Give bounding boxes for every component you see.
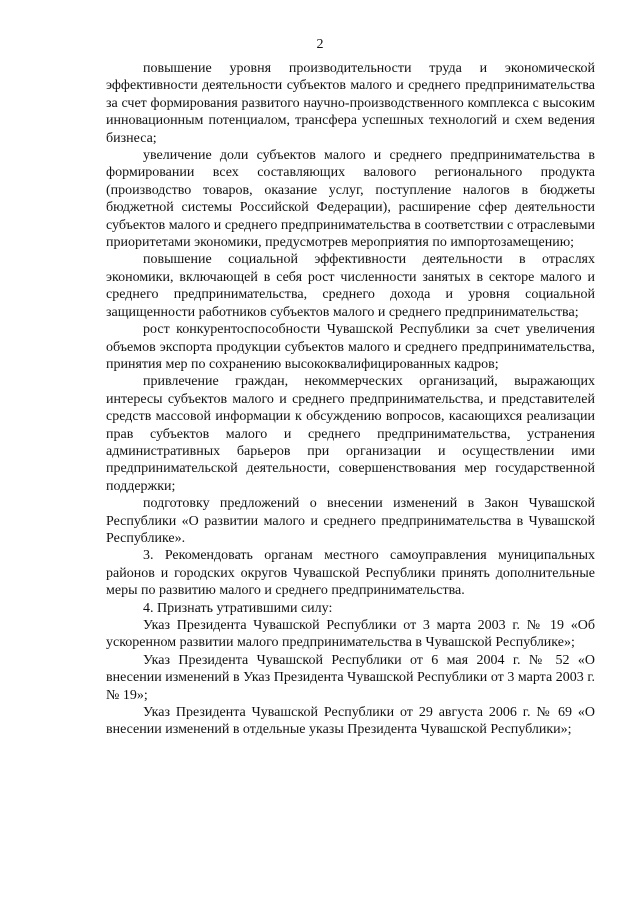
paragraph-law-amendments: подготовку предложений о внесении изменений в Закон Чувашской Республики «О развитии малого и среднего предпринимательства в Чувашской Республике». — [106, 496, 595, 546]
paragraph-item-4: 4. Признать утратившими силу: — [143, 600, 333, 616]
paragraph-item-3: 3. Рекомендовать органам местного самоуправления муниципальных районов и городских округов Чувашской Республики принять дополнительные меры по развитию малого и среднего предпринимательства. — [106, 548, 595, 599]
page-number: 2 — [316, 37, 324, 52]
paragraph-productivity: повышение уровня производительности труда и экономической эффективности деятельности субъектов малого и среднего предпринимательства за счет формирования развитого научно-производственного комплекса с высоким инновационным потенциалом, трансфера успешных технологий и схем ведения бизнеса; — [106, 61, 595, 146]
paragraph-grp-share: увеличение доли субъектов малого и среднего предпринимательства в формировании всех составляющих валового регионального продукта (производство товаров, оказание услуг, поступление налогов в бюджеты бюджетной системы Российской Федерации), расширение сфер деятельности субъектов малого и среднего предпринимательства в соответствии с отраслевыми приоритетами экономики, предусмотрев мероприятия по импортозамещению; — [106, 148, 595, 251]
paragraph-citizen-involvement: привлечение граждан, некоммерческих организаций, выражающих интересы субъектов малого и среднего предпринимательства, и представителей средств массовой информации к обсуждению вопросов, касающихся реализации прав субъектов малого и среднего предпринимательства, устранения административных барьеров при организации и осуществлении ими предпринимательской деятельности, совершенствования мер государственной поддержки; — [106, 374, 595, 494]
paragraph-decree-2004: Указ Президента Чувашской Республики от 6 мая 2004 г. № 52 «О внесении изменений в Указ Президента Чувашской Республики от 3 марта 2003 г. № 19»; — [106, 652, 595, 703]
paragraph-social-efficiency: повышение социальной эффективности деятельности в отраслях экономики, включающей в себя рост численности занятых в секторе малого и среднего предпринимательства, среднего дохода и уровня социальной защищенности работников субъектов малого и среднего предпринимательства; — [106, 252, 595, 320]
paragraph-decree-2003: Указ Президента Чувашской Республики от 3 марта 2003 г. № 19 «Об ускоренном развитии малого предпринимательства в Чувашской Республике»; — [106, 618, 595, 651]
paragraph-decree-2006: Указ Президента Чувашской Республики от 29 августа 2006 г. № 69 «О внесении изменений в отдельные указы Президента Чувашской Республики»; — [106, 705, 595, 738]
paragraph-competitiveness: рост конкурентоспособности Чувашской Республики за счет увеличения объемов экспорта продукции субъектов малого и среднего предпринимательства, принятия мер по сохранению высококвалифицированных кадров; — [106, 322, 595, 372]
document-body — [106, 60, 595, 739]
